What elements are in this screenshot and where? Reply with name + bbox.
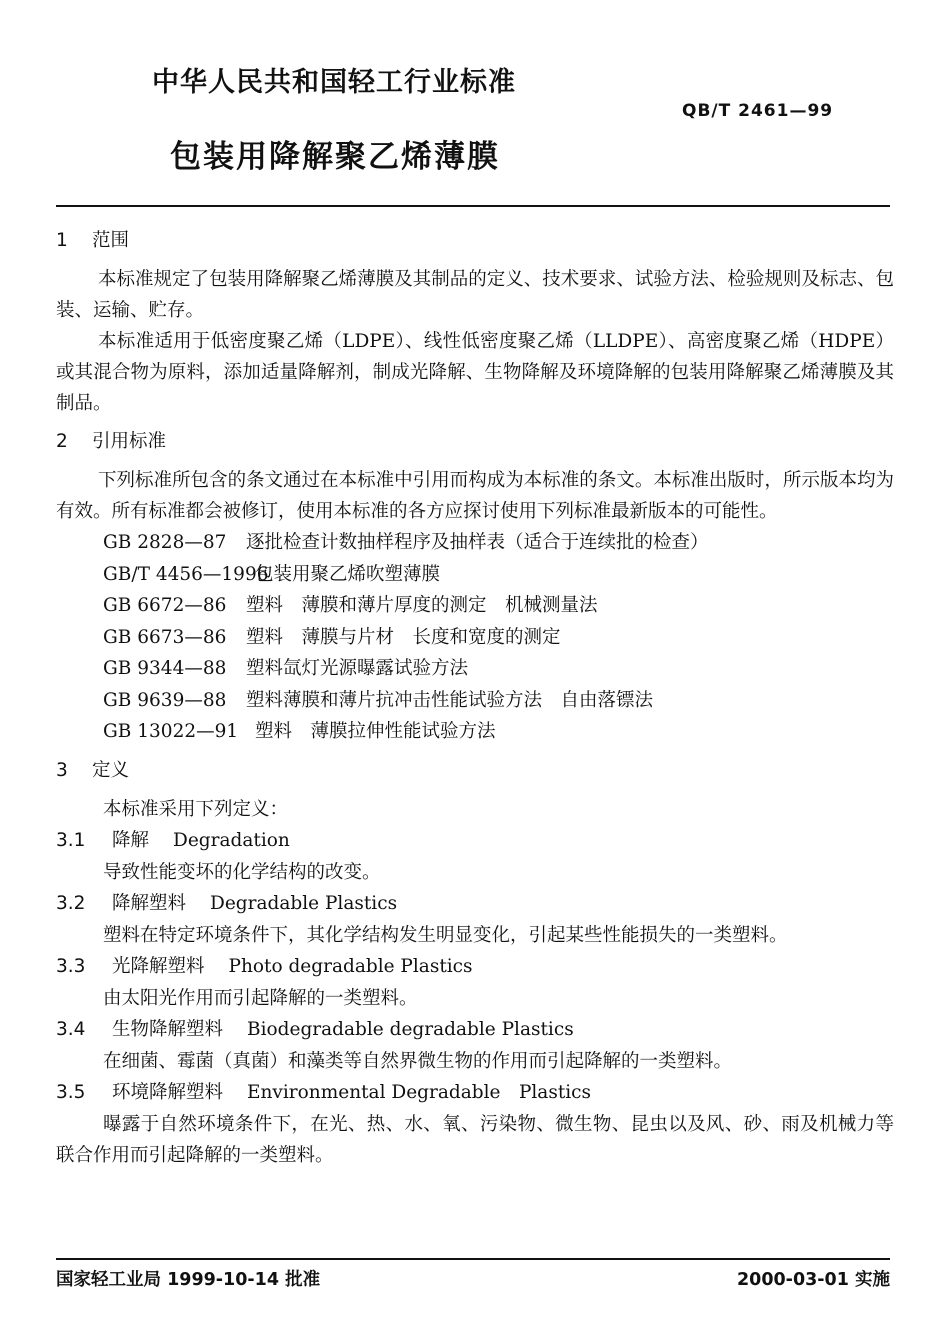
definition-cn-term: 环境降解塑料 [112,1082,224,1103]
definition-number: 3.2 [56,893,86,914]
definition-text: 在细菌、霉菌（真菌）和藻类等自然界微生物的作用而引起降解的一类塑料。 [103,1050,733,1072]
definition-number: 3.3 [56,956,86,977]
section-heading-definitions [56,756,894,786]
reference-title: 塑料薄膜和薄片抗冲击性能试验方法 自由落镖法 [246,689,654,711]
definition-term [56,888,894,920]
definition-text: 塑料在特定环境条件下，其化学结构发生明显变化，引起某些性能损失的一类塑料。 [103,924,788,946]
reference-title: 塑料 薄膜拉伸性能试验方法 [255,721,496,742]
section-heading-references [56,427,894,457]
definition-en-term: Biodegradable degradable Plastics [247,1019,574,1040]
issuer-heading: 中华人民共和国轻工行业标准 [152,67,516,98]
reference-title: 包装用聚乙烯吹塑薄膜 [255,563,441,585]
definition-cn-term: 降解塑料 [112,893,187,914]
reference-title: 塑料 薄膜与片材 长度和宽度的测定 [246,626,561,648]
reference-item [56,590,894,622]
section-title: 范围 [92,230,130,251]
section-title: 定义 [92,759,130,781]
reference-item [56,527,894,559]
reference-code: GB 9344—88 [103,658,227,679]
definition-number: 3.5 [56,1082,86,1103]
reference-code: GB 9639—88 [103,689,227,711]
spacer [56,457,894,465]
reference-item [56,622,894,654]
header-divider [56,205,890,207]
reference-code: GB 6673—86 [103,626,227,648]
section-title: 引用标准 [92,431,167,452]
reference-item [56,653,894,685]
reference-title: 塑料氙灯光源曝露试验方法 [246,658,469,679]
definition-en-term: Degradable Plastics [210,893,398,914]
reference-title: 塑料 薄膜和薄片厚度的测定 机械测量法 [246,595,598,616]
section-number: 1 [56,230,68,251]
reference-code: GB 2828—87 [103,532,227,553]
spacer [56,419,894,427]
definition-text: 曝露于自然环境条件下，在光、热、水、氧、污染物、微生物、昆虫以及风、砂、雨及机械力等联合作用而引起降解的一类塑料。 [56,1113,894,1166]
scope-paragraph-2: 本标准适用于低密度聚乙烯（LDPE）、线性低密度聚乙烯（LLDPE）、高密度聚乙烯（HDPE）或其混合物为原料，添加适量降解剂，制成光降解、生物降解及环境降解的包装用降解聚乙烯薄膜及其制品。 [56,331,894,414]
definition-term [56,825,894,857]
definition-en-term: Environmental Degradable Plastics [247,1082,592,1103]
reference-code: GB/T 4456—1996 [103,563,269,585]
approval-date: 国家轻工业局 1999-10-14 批准 [56,1270,321,1290]
reference-code: GB 6672—86 [103,595,227,616]
reference-item [56,716,894,748]
spacer [56,748,894,756]
definition-cn-term: 降解 [112,830,150,851]
reference-list [56,527,894,748]
definition-text: 由太阳光作用而引起降解的一类塑料。 [103,987,418,1009]
definition-term [56,1077,894,1109]
reference-code: GB 13022—91 [103,721,239,742]
section-number: 3 [56,759,68,781]
section-heading-scope [56,226,894,256]
reference-item [56,685,894,717]
section-number: 2 [56,431,68,452]
document-body [56,226,894,1172]
definition-cn-term: 生物降解塑料 [112,1019,224,1040]
definitions-intro: 本标准采用下列定义： [103,798,289,820]
definition-en-term: Degradation [173,830,290,851]
scope-paragraph-1: 本标准规定了包装用降解聚乙烯薄膜及其制品的定义、技术要求、试验方法、检验规则及标志、包装、运输、贮存。 [56,269,894,321]
standard-number: QB/T 2461—99 [682,101,834,121]
references-paragraph: 下列标准所包含的条文通过在本标准中引用而构成为本标准的条文。本标准出版时，所示版本均为有效。所有标准都会被修订，使用本标准的各方应探讨使用下列标准最新版本的可能性。 [56,470,894,522]
footer-divider [56,1258,890,1260]
definition-text: 导致性能变坏的化学结构的改变。 [103,861,381,883]
definition-cn-term: 光降解塑料 [112,956,205,977]
definition-number: 3.1 [56,830,86,851]
reference-item [56,559,894,591]
effective-date: 2000-03-01 实施 [736,1270,890,1290]
spacer [56,256,894,264]
definition-en-term: Photo degradable Plastics [228,956,473,977]
definition-term [56,1014,894,1046]
spacer [56,786,894,794]
definition-term [56,951,894,983]
reference-title: 逐批检查计数抽样程序及抽样表（适合于连续批的检查） [246,532,709,553]
definition-number: 3.4 [56,1019,86,1040]
document-title: 包装用降解聚乙烯薄膜 [170,139,500,175]
